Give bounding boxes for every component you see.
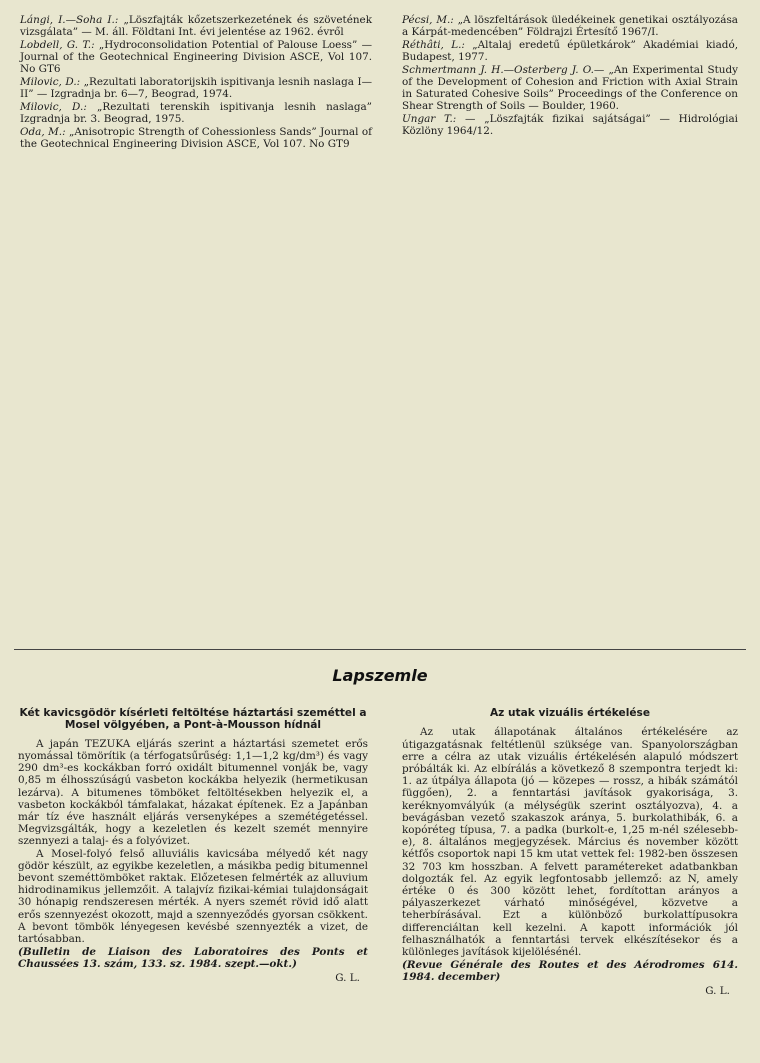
reference-entry: Milovic, D.: „Rezultati terenskih ispitivanja lesnih naslaga” Izgradnja br. 3. Beograd, 1975.: [20, 100, 372, 126]
article-title: Az utak vizuális értékelése: [489, 707, 651, 719]
article-source: (Bulletin de Liaison des Laboratoires des Ponts et Chaussées 13. szám, 133. sz. 1984. szept.—okt.): [18, 946, 368, 971]
article-paragraph: Az utak állapotának általános értékelésére az útigazgatásnak feltétlenül szüksége van. Spanyolországban erre a célra az utak vizuális értékelésén alapuló módszert próbálták ki. Az elbírálás a következő 8 szempontra terjedt ki: 1. az útpálya állapota (jó — közepes — rossz, a hibák számától függően), 2. a fenntartási javítások gyakorisága, 3. keréknyomvályúk (a mélységük szerint osztályozva), 4. a bevágásban vezető szakaszok aránya, 5. burkolathibák, 6. a kopóréteg típusa, 7. a padka (burkolt-e, 1,25 m-nél szélesebb-e), 8. általános megjegyzések. Március és november között kétfős csoportok napi 15 km utat vettek fel: 1982-ben összesen 32 703 km hosszban. A felvett paramétereket adatbankban dolgozták fel. Az egyik legfontosabb jellemző: az N, amely értéke 0 és 300 között lehet, fordítottan arányos a pályaszerkezet várható minőségével, közvetve a teherbírásával. Ezt a különböző burkolattípusokra differenciáltan kell kezelni. A kapott információk jól felhasználhatók a fenntartási tervek elkészítésekor és a különleges javítások kijelölésénél.: [402, 726, 738, 959]
article-title: Két kavicsgödör kísérleti feltöltése háztartási szeméttel a Mosel völgyében, a Pont-à-Mousson hídnál: [19, 707, 367, 732]
reference-entry: Schmertmann J. H.—Osterberg J. O.— „An Experimental Study of the Development of Cohesion and Friction with Axial Strain in Saturated Cohesive Soils” Proceedings of the Conference on Shear Strength of Soils — Boulder, 1960.: [402, 63, 738, 113]
section-title: Lapszemle: [332, 666, 428, 685]
reference-entry: Pécsi, M.: „A löszfeltárások üledékeinek genetikai osztályozása a Kárpát-medencében” Földrajzi Értesítő 1967/I.: [402, 14, 738, 39]
section-divider: [14, 649, 746, 650]
article-paragraph: A Mosel-folyó felső alluviális kavicsába mélyedő két nagy gödör készült, az egyikbe kezeletlen, a másikba pedig bitumennel bevont szeméttömböket raktak. Előzetesen felmérték az alluvium hidrodinamikus jellemzőit. A talajvíz fizikai-kémiai tulajdonságait 30 hónapig rendszeresen mérték. A nyers szemét rövid idő alatt erős szennyezést okozott, majd a szennyeződés gyorsan csökkent. A bevont tömbök lényegesen kevésbé szennyezték a vizet, de tartósabban.: [18, 847, 368, 946]
article-gravel-pits: [18, 707, 368, 984]
reference-entry: Oda, M.: „Anisotropic Strength of Cohessionless Sands” Journal of the Geotechnical Engineering Division ASCE, Vol 107. No GT9: [20, 125, 372, 151]
article-road-evaluation: [402, 707, 738, 997]
reference-entry: Réthâti, L.: „Altalaj eredetű épületkárok” Akadémiai kiadó, Budapest, 1977.: [402, 38, 739, 64]
reference-entry: Milovic, D.: „Rezultati laboratorijskih ispitivanja lesnih naslaga I—II” — Izgradnja br. 6—7, Beograd, 1974.: [20, 76, 372, 101]
reference-entry: Ungar T.: — „Löszfajták fizikai sajátságai” — Hidrológiai Közlöny 1964/12.: [402, 113, 738, 138]
article-source: (Revue Générale des Routes et des Aérodromes 614. 1984. december): [402, 959, 738, 984]
references-left-column: [20, 14, 372, 151]
reference-entry: Lángi, I.—Soha I.: „Löszfajták kőzetszerkezetének és szövetének vizsgálata” — M. áll. Földtani Int. évi jelentése az 1962. évről: [20, 14, 372, 39]
article-paragraph: A japán TEZUKA eljárás szerint a háztartási szemetet erős nyomással tömörítik (a térfogatsűrűség: 1,1—1,2 kg/dm³) és vagy 290 dm³-es kockákban forró oxidált bitumennel vonják be, vagy 0,85 m élhosszúságú vasbeton kockákba helyezik (hermetikusan lezárva). A bitumenes tömböket feltöltésekben helyezik el, a vasbeton kockákból támfalakat, házakat építenek. Ez a Japánban már tíz éve használt eljárás versenyképes a szemétégetéssel. Megvizsgálták, hogy a kezeletlen és kezelt szemét mennyire szennyezi a talaj- és a folyóvizet.: [18, 737, 368, 848]
reference-entry: Lobdell, G. T.: „Hydroconsolidation Potential of Palouse Loess” — Journal of the Geotechnical Engineering Division ASCE, Vol 107. No GT6: [20, 38, 373, 76]
article-signature: G. L.: [705, 984, 730, 997]
article-signature: G. L.: [335, 971, 360, 984]
references-right-column: [402, 14, 738, 138]
